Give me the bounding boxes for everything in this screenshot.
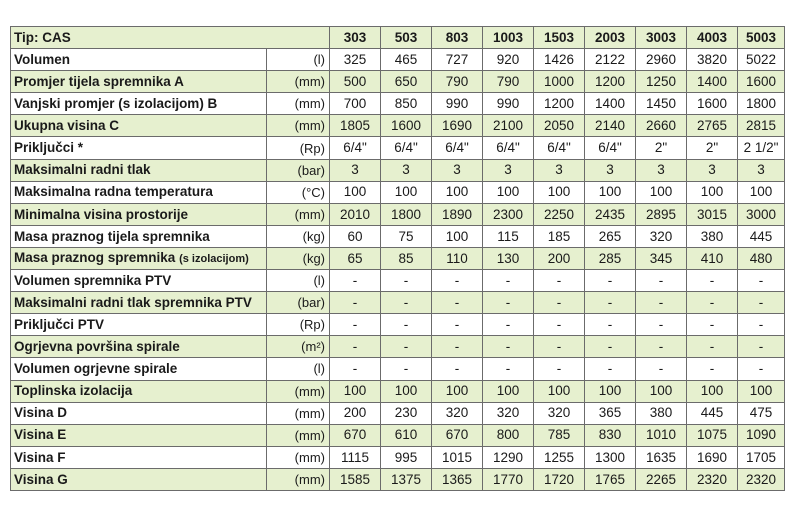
value-cell: - [636, 270, 687, 292]
table-row [11, 49, 785, 71]
value-cell: - [534, 336, 585, 358]
value-cell: 100 [585, 380, 636, 402]
value-cell: - [330, 336, 381, 358]
value-cell: 1300 [585, 446, 636, 468]
value-cell: 1400 [687, 71, 738, 93]
model-header-cell: 803 [432, 27, 483, 49]
value-cell: - [687, 358, 738, 380]
row-unit: (mm) [267, 115, 330, 137]
row-unit: (mm) [267, 424, 330, 446]
value-cell: - [330, 270, 381, 292]
row-label-text: Volumen ogrjevne spirale [14, 361, 178, 377]
value-cell: 100 [585, 181, 636, 203]
model-header-cell: 503 [381, 27, 432, 49]
value-cell: - [483, 358, 534, 380]
value-cell: 100 [432, 181, 483, 203]
value-cell: 465 [381, 49, 432, 71]
value-cell: - [636, 292, 687, 314]
value-cell: 1375 [381, 468, 432, 490]
value-cell: 785 [534, 424, 585, 446]
row-label-text: Maksimalni radni tlak spremnika PTV [14, 294, 252, 310]
table-row [11, 159, 785, 181]
value-cell: 85 [381, 247, 432, 269]
value-cell: 380 [636, 402, 687, 424]
value-cell: 100 [330, 181, 381, 203]
value-cell: 1290 [483, 446, 534, 468]
value-cell: 100 [483, 380, 534, 402]
value-cell: 445 [738, 225, 785, 247]
value-cell: - [585, 336, 636, 358]
table-row [11, 93, 785, 115]
row-label [11, 292, 267, 314]
value-cell: 500 [330, 71, 381, 93]
model-header-cell: 1003 [483, 27, 534, 49]
value-cell: 475 [738, 402, 785, 424]
value-cell: - [330, 314, 381, 336]
value-cell: 2320 [687, 468, 738, 490]
value-cell: 1115 [330, 446, 381, 468]
row-label-text: Minimalna visina prostorije [14, 206, 189, 222]
table-row [11, 71, 785, 93]
row-label-text: Ogrjevna površina spirale [14, 339, 180, 355]
value-cell: 2" [687, 137, 738, 159]
row-unit: (l) [267, 358, 330, 380]
value-cell: - [687, 336, 738, 358]
model-header-cell: 303 [330, 27, 381, 49]
header-type-label: Tip: CAS [11, 27, 330, 49]
value-cell: 1200 [534, 93, 585, 115]
value-cell: - [432, 336, 483, 358]
value-cell: 1255 [534, 446, 585, 468]
value-cell: 3 [585, 159, 636, 181]
value-cell: 670 [432, 424, 483, 446]
value-cell: 3 [381, 159, 432, 181]
value-cell: 1075 [687, 424, 738, 446]
value-cell: - [432, 270, 483, 292]
value-cell: 1450 [636, 93, 687, 115]
value-cell: 1770 [483, 468, 534, 490]
value-cell: 670 [330, 424, 381, 446]
value-cell: 200 [330, 402, 381, 424]
value-cell: - [483, 336, 534, 358]
value-cell: - [534, 270, 585, 292]
row-unit: (m²) [267, 336, 330, 358]
row-label-text: Masa praznog tijela spremnika [14, 228, 210, 244]
value-cell: 2765 [687, 115, 738, 137]
value-cell: 610 [381, 424, 432, 446]
value-cell: 1705 [738, 446, 785, 468]
value-cell: 2300 [483, 203, 534, 225]
value-cell: 285 [585, 247, 636, 269]
value-cell: 1090 [738, 424, 785, 446]
row-unit: (mm) [267, 402, 330, 424]
value-cell: 790 [483, 71, 534, 93]
value-cell: 790 [432, 71, 483, 93]
value-cell: 3 [483, 159, 534, 181]
value-cell: 2815 [738, 115, 785, 137]
value-cell: 2122 [585, 49, 636, 71]
value-cell: 100 [381, 380, 432, 402]
value-cell: 75 [381, 225, 432, 247]
table-header-row [11, 27, 785, 49]
table-row [11, 225, 785, 247]
value-cell: 1250 [636, 71, 687, 93]
row-unit: (mm) [267, 93, 330, 115]
value-cell: 3 [687, 159, 738, 181]
value-cell: 1600 [381, 115, 432, 137]
table-row [11, 336, 785, 358]
value-cell: 6/4" [483, 137, 534, 159]
value-cell: 65 [330, 247, 381, 269]
value-cell: 3015 [687, 203, 738, 225]
table-row [11, 137, 785, 159]
row-label [11, 270, 267, 292]
value-cell: 60 [330, 225, 381, 247]
value-cell: 185 [534, 225, 585, 247]
value-cell: - [738, 358, 785, 380]
value-cell: 410 [687, 247, 738, 269]
row-unit: (kg) [267, 225, 330, 247]
row-label [11, 424, 267, 446]
value-cell: 650 [381, 71, 432, 93]
value-cell: 3820 [687, 49, 738, 71]
value-cell: - [534, 292, 585, 314]
value-cell: 6/4" [585, 137, 636, 159]
value-cell: - [585, 314, 636, 336]
row-unit: (mm) [267, 203, 330, 225]
table-row [11, 468, 785, 490]
value-cell: 1635 [636, 446, 687, 468]
value-cell: 100 [636, 380, 687, 402]
value-cell: 100 [687, 380, 738, 402]
value-cell: 1000 [534, 71, 585, 93]
row-label-text: Maksimalna radna temperatura [14, 184, 213, 200]
row-unit: (l) [267, 49, 330, 71]
table-row [11, 247, 785, 269]
value-cell: - [483, 270, 534, 292]
value-cell: 320 [534, 402, 585, 424]
value-cell: 100 [738, 181, 785, 203]
row-label-text: Toplinska izolacija [14, 383, 133, 399]
model-header-cell: 2003 [585, 27, 636, 49]
row-label [11, 203, 267, 225]
value-cell: 2100 [483, 115, 534, 137]
row-unit: (°C) [267, 181, 330, 203]
value-cell: 6/4" [330, 137, 381, 159]
value-cell: 1600 [687, 93, 738, 115]
value-cell: 2 1/2" [738, 137, 785, 159]
value-cell: - [381, 314, 432, 336]
value-cell: 325 [330, 49, 381, 71]
value-cell: - [738, 270, 785, 292]
row-label [11, 71, 267, 93]
value-cell: - [381, 292, 432, 314]
row-unit: (Rp) [267, 314, 330, 336]
value-cell: - [585, 292, 636, 314]
value-cell: 700 [330, 93, 381, 115]
table-row [11, 314, 785, 336]
row-label [11, 380, 267, 402]
row-unit: (kg) [267, 247, 330, 269]
row-label [11, 93, 267, 115]
value-cell: 1800 [381, 203, 432, 225]
value-cell: 1890 [432, 203, 483, 225]
row-label-text: Volumen [14, 51, 71, 67]
value-cell: - [483, 314, 534, 336]
value-cell: - [738, 314, 785, 336]
value-cell: 100 [432, 380, 483, 402]
value-cell: 2960 [636, 49, 687, 71]
value-cell: - [636, 358, 687, 380]
row-label [11, 181, 267, 203]
value-cell: 230 [381, 402, 432, 424]
value-cell: 100 [534, 181, 585, 203]
row-label [11, 468, 267, 490]
table-row [11, 270, 785, 292]
table-row [11, 446, 785, 468]
value-cell: 850 [381, 93, 432, 115]
value-cell: 1800 [738, 93, 785, 115]
value-cell: 2320 [738, 468, 785, 490]
value-cell: 1805 [330, 115, 381, 137]
value-cell: - [687, 270, 738, 292]
value-cell: 345 [636, 247, 687, 269]
row-unit: (mm) [267, 446, 330, 468]
row-label-text: Visina E [14, 427, 67, 443]
value-cell: 1015 [432, 446, 483, 468]
value-cell: 2" [636, 137, 687, 159]
value-cell: - [585, 358, 636, 380]
value-cell: 1585 [330, 468, 381, 490]
value-cell: - [636, 314, 687, 336]
value-cell: 1690 [687, 446, 738, 468]
model-header-cell: 1503 [534, 27, 585, 49]
row-label-text: Priključci PTV [14, 317, 105, 333]
value-cell: - [381, 270, 432, 292]
row-label [11, 115, 267, 137]
value-cell: 100 [381, 181, 432, 203]
row-label-text: Volumen spremnika PTV [14, 272, 172, 288]
row-label [11, 247, 267, 269]
value-cell: 1365 [432, 468, 483, 490]
value-cell: 2265 [636, 468, 687, 490]
value-cell: 320 [483, 402, 534, 424]
value-cell: 2435 [585, 203, 636, 225]
value-cell: 1400 [585, 93, 636, 115]
value-cell: - [636, 336, 687, 358]
spec-table-container [10, 26, 785, 491]
value-cell: 100 [483, 181, 534, 203]
value-cell: - [432, 292, 483, 314]
value-cell: 100 [687, 181, 738, 203]
row-label [11, 314, 267, 336]
table-row [11, 203, 785, 225]
value-cell: 1765 [585, 468, 636, 490]
value-cell: 3000 [738, 203, 785, 225]
value-cell: 6/4" [432, 137, 483, 159]
table-row [11, 181, 785, 203]
value-cell: 6/4" [534, 137, 585, 159]
value-cell: - [381, 358, 432, 380]
row-label [11, 137, 267, 159]
value-cell: 100 [636, 181, 687, 203]
row-label-text: Masa praznog spremnika [14, 250, 176, 266]
row-label-text: Maksimalni radni tlak [14, 162, 151, 178]
row-label-text: Visina D [14, 405, 68, 421]
value-cell: - [687, 314, 738, 336]
value-cell: 365 [585, 402, 636, 424]
value-cell: - [432, 358, 483, 380]
value-cell: 3 [534, 159, 585, 181]
value-cell: 1010 [636, 424, 687, 446]
value-cell: 100 [534, 380, 585, 402]
value-cell: 920 [483, 49, 534, 71]
row-label-text: Visina F [14, 449, 66, 465]
value-cell: 2895 [636, 203, 687, 225]
row-label [11, 49, 267, 71]
table-row [11, 358, 785, 380]
value-cell: 380 [687, 225, 738, 247]
value-cell: 2010 [330, 203, 381, 225]
value-cell: 3 [636, 159, 687, 181]
row-label [11, 225, 267, 247]
row-label [11, 336, 267, 358]
value-cell: 320 [636, 225, 687, 247]
row-unit: (Rp) [267, 137, 330, 159]
value-cell: 320 [432, 402, 483, 424]
model-header-cell: 4003 [687, 27, 738, 49]
value-cell: 1200 [585, 71, 636, 93]
value-cell: 1720 [534, 468, 585, 490]
value-cell: 265 [585, 225, 636, 247]
value-cell: - [330, 358, 381, 380]
row-unit: (mm) [267, 468, 330, 490]
table-row [11, 115, 785, 137]
value-cell: 2250 [534, 203, 585, 225]
value-cell: 6/4" [381, 137, 432, 159]
value-cell: - [330, 292, 381, 314]
specification-table [10, 26, 785, 491]
row-unit: (mm) [267, 380, 330, 402]
row-label-text: Priključci * [14, 140, 84, 156]
value-cell: 2140 [585, 115, 636, 137]
row-label [11, 446, 267, 468]
row-label-text: Vanjski promjer (s izolacijom) B [14, 96, 218, 112]
table-row [11, 402, 785, 424]
value-cell: 5022 [738, 49, 785, 71]
model-header-cell: 5003 [738, 27, 785, 49]
model-header-cell: 3003 [636, 27, 687, 49]
value-cell: 200 [534, 247, 585, 269]
row-label-text: Visina G [14, 471, 68, 487]
row-label-text: Promjer tijela spremnika A [14, 73, 184, 89]
value-cell: 727 [432, 49, 483, 71]
value-cell: - [687, 292, 738, 314]
value-cell: - [738, 292, 785, 314]
row-label [11, 358, 267, 380]
value-cell: - [432, 314, 483, 336]
value-cell: 830 [585, 424, 636, 446]
value-cell: 110 [432, 247, 483, 269]
value-cell: 3 [432, 159, 483, 181]
row-label-text: Ukupna visina C [14, 118, 120, 134]
table-row [11, 292, 785, 314]
value-cell: - [381, 336, 432, 358]
value-cell: 100 [330, 380, 381, 402]
row-unit: (bar) [267, 292, 330, 314]
row-unit: (l) [267, 270, 330, 292]
row-unit: (mm) [267, 71, 330, 93]
value-cell: 1426 [534, 49, 585, 71]
table-row [11, 424, 785, 446]
value-cell: 990 [483, 93, 534, 115]
value-cell: 3 [330, 159, 381, 181]
row-label [11, 402, 267, 424]
row-label [11, 159, 267, 181]
value-cell: 115 [483, 225, 534, 247]
value-cell: 2050 [534, 115, 585, 137]
table-row [11, 380, 785, 402]
value-cell: 1690 [432, 115, 483, 137]
value-cell: - [738, 336, 785, 358]
value-cell: 3 [738, 159, 785, 181]
value-cell: 1600 [738, 71, 785, 93]
value-cell: 480 [738, 247, 785, 269]
value-cell: 2660 [636, 115, 687, 137]
value-cell: 100 [432, 225, 483, 247]
value-cell: 445 [687, 402, 738, 424]
row-label-note: (s izolacijom) [179, 253, 249, 266]
value-cell: - [585, 270, 636, 292]
value-cell: 130 [483, 247, 534, 269]
value-cell: - [534, 314, 585, 336]
value-cell: - [483, 292, 534, 314]
value-cell: 100 [738, 380, 785, 402]
value-cell: 990 [432, 93, 483, 115]
value-cell: 800 [483, 424, 534, 446]
value-cell: - [534, 358, 585, 380]
row-unit: (bar) [267, 159, 330, 181]
value-cell: 995 [381, 446, 432, 468]
